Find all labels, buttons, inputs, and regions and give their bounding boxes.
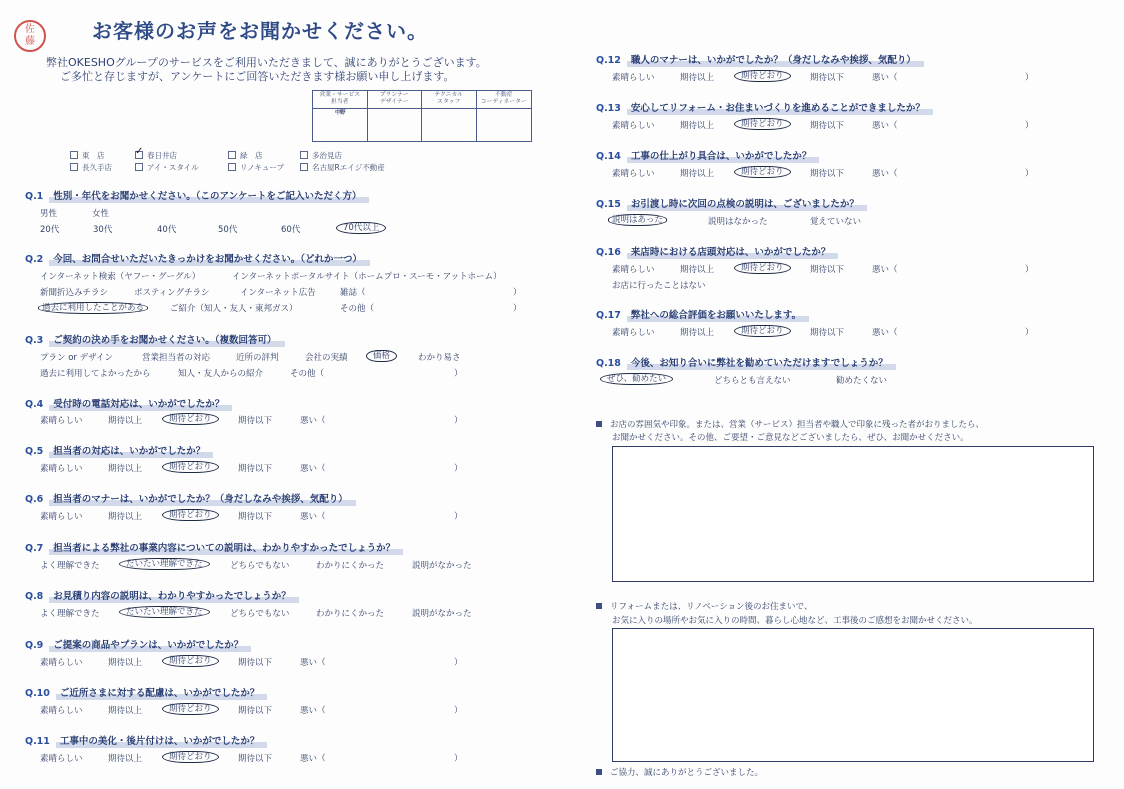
q13-as-expected-selected[interactable]: 期待どおり	[740, 117, 791, 129]
q5-bad[interactable]: 悪い（	[300, 464, 326, 474]
q5-above[interactable]: 期待以上	[108, 464, 143, 474]
q2-magazine-close: ）	[513, 288, 522, 298]
checkbox-icon[interactable]	[228, 151, 236, 159]
q8-no-explanation[interactable]: 説明がなかった	[412, 609, 472, 619]
q8-title: Q.8 お見積り内容の説明は、わかりやすかったでしょうか？	[25, 588, 291, 602]
q14-bad-close: ）	[1025, 169, 1034, 179]
free-comment-2-label-line-1: リフォームまたは、リノベーション後のお住まいで、	[596, 600, 812, 612]
q5-below[interactable]: 期待以下	[238, 464, 273, 474]
q17-as-expected-selected[interactable]: 期待どおり	[740, 324, 791, 336]
q18-title: Q.18 今後、お知り合いに弊社を勧めていただけますでしょうか？	[596, 355, 888, 369]
q17-bad[interactable]: 悪い（	[872, 328, 898, 338]
q18-recommend-selected[interactable]: ぜひ、勧めたい	[606, 372, 673, 384]
store-istyle[interactable]: アイ・スタイル	[135, 162, 199, 173]
q8-understood-well[interactable]: よく理解できた	[40, 609, 100, 619]
q12-below[interactable]: 期待以下	[810, 73, 845, 83]
q14-bad[interactable]: 悪い（	[872, 169, 898, 179]
q10-title: Q.10 ご近所さまに対する配慮は、いかがでしたか？	[25, 685, 259, 699]
q7-neutral[interactable]: どちらでもない	[230, 561, 290, 571]
q7-no-explanation[interactable]: 説明がなかった	[412, 561, 472, 571]
q2-option-newspaper[interactable]: 新聞折込みチラシ	[40, 288, 109, 298]
q17-title: Q.17 弊社への総合評価をお願いいたします。	[596, 307, 801, 321]
q3-other-close: ）	[454, 369, 463, 379]
free-comment-1-box[interactable]	[612, 446, 1094, 582]
q3-option-friend[interactable]: 知人・友人からの紹介	[178, 369, 264, 379]
q16-bad[interactable]: 悪い（	[872, 265, 898, 275]
staff-value-sales[interactable]: 中野	[313, 109, 368, 141]
q7-understood-well[interactable]: よく理解できた	[40, 561, 100, 571]
q3-option-clarity[interactable]: わかり易さ	[418, 353, 461, 363]
q11-below[interactable]: 期待以下	[238, 754, 273, 764]
q11-bad-close: ）	[454, 754, 463, 764]
closing-message: ご協力、誠にありがとうございました。	[596, 766, 763, 778]
q12-bad[interactable]: 悪い（	[872, 73, 898, 83]
q10-above[interactable]: 期待以上	[108, 706, 143, 716]
q9-bad-close: ）	[454, 658, 463, 668]
q6-title: Q.6 担当者のマナーは、いかがでしたか？（身だしなみや挨拶、気配り）	[25, 491, 348, 505]
q9-below[interactable]: 期待以下	[238, 658, 273, 668]
q8-neutral[interactable]: どちらでもない	[230, 609, 290, 619]
q7-mostly-understood-selected[interactable]: だいたい理解できた	[125, 557, 210, 569]
q3-option-other[interactable]: その他（	[290, 369, 325, 379]
q16-title: Q.16 来店時における店頭対応は、いかがでしたか？	[596, 244, 830, 258]
checkbox-icon[interactable]	[300, 151, 308, 159]
checkbox-checked-icon[interactable]	[135, 151, 143, 159]
checkbox-icon[interactable]	[228, 163, 236, 171]
q11-excellent[interactable]: 素晴らしい	[40, 754, 83, 764]
q1-age-30s[interactable]: 30代	[93, 225, 113, 235]
q1-age-40s[interactable]: 40代	[157, 225, 177, 235]
q12-title: Q.12 職人のマナーは、いかがでしたか？（身だしなみや挨拶、気配り）	[596, 52, 916, 66]
store-higashi[interactable]: 東 店	[70, 150, 105, 161]
q6-above[interactable]: 期待以上	[108, 512, 143, 522]
q10-below[interactable]: 期待以下	[238, 706, 273, 716]
q13-below[interactable]: 期待以下	[810, 121, 845, 131]
q16-below[interactable]: 期待以下	[810, 265, 845, 275]
q1-age-50s[interactable]: 50代	[218, 225, 238, 235]
q3-option-price-selected[interactable]: 価格	[372, 349, 397, 361]
checkbox-icon[interactable]	[300, 163, 308, 171]
free-comment-1-label-line-1: お店の雰囲気や印象。または、営業（サービス）担当者や職人で印象に残った者がおりましたら、	[596, 418, 984, 430]
staff-header-technical: テクニカル スタッフ	[422, 91, 477, 109]
staff-header-planner: プランナー デザイナー	[368, 91, 423, 109]
q3-title: Q.3 ご契約の決め手をお聞かせください。（複数回答可）	[25, 332, 277, 346]
q9-excellent[interactable]: 素晴らしい	[40, 658, 83, 668]
q13-above[interactable]: 期待以上	[680, 121, 715, 131]
staff-value-planner[interactable]	[368, 109, 423, 141]
q4-title: Q.4 受付時の電話対応は、いかがでしたか？	[25, 396, 224, 410]
q4-above[interactable]: 期待以上	[108, 416, 143, 426]
store-kasugai[interactable]: ✓ 春日井店	[135, 150, 177, 161]
staff-header-realestate: 不動産 コーディネーター	[477, 91, 532, 109]
q17-above[interactable]: 期待以上	[680, 328, 715, 338]
q6-excellent[interactable]: 素晴らしい	[40, 512, 83, 522]
q18-neutral[interactable]: どちらとも言えない	[714, 376, 791, 386]
q10-excellent[interactable]: 素晴らしい	[40, 706, 83, 716]
q11-bad[interactable]: 悪い（	[300, 754, 326, 764]
q7-title: Q.7 担当者による弊社の事業内容についての説明は、わかりやすかったでしょうか？	[25, 540, 395, 554]
q5-title: Q.5 担当者の対応は、いかがでしたか？	[25, 443, 205, 457]
q6-below[interactable]: 期待以下	[238, 512, 273, 522]
q11-above[interactable]: 期待以上	[108, 754, 143, 764]
q4-excellent[interactable]: 素晴らしい	[40, 416, 83, 426]
q2-option-search[interactable]: インターネット検索（ヤフー・グーグル）	[40, 272, 201, 282]
q6-as-expected-selected[interactable]: 期待どおり	[168, 508, 219, 520]
q3-option-plan[interactable]: プラン or デザイン	[40, 353, 114, 363]
q9-bad[interactable]: 悪い（	[300, 658, 326, 668]
q2-title: Q.2 今回、お問合せいただいたきっかけをお聞かせください。（どれか一つ）	[25, 251, 362, 265]
q1-title: Q.1 性別・年代をお聞かせください。（このアンケートをご記入いただく方）	[25, 188, 361, 202]
q11-title: Q.11 工事中の美化・後片付けは、いかがでしたか？	[25, 733, 259, 747]
q17-excellent[interactable]: 素晴らしい	[612, 328, 655, 338]
name-seal-stamp: 佐 藤	[14, 20, 46, 52]
q4-bad-close: ）	[454, 416, 463, 426]
q14-below[interactable]: 期待以下	[810, 169, 845, 179]
store-tajimi[interactable]: 多治見店	[300, 150, 342, 161]
q9-title: Q.9 ご提案の商品やプランは、いかがでしたか？	[25, 637, 243, 651]
q4-below[interactable]: 期待以下	[238, 416, 273, 426]
q2-option-past-use-selected[interactable]: 過去に利用したことがある	[38, 301, 148, 313]
q18-not-recommend[interactable]: 勧めたくない	[836, 376, 888, 386]
store-renocube[interactable]: リノキューブ	[228, 162, 284, 173]
q2-other-close: ）	[513, 304, 522, 314]
q2-option-magazine[interactable]: 雑誌（	[340, 288, 366, 298]
square-bullet-icon	[596, 769, 602, 775]
q5-as-expected-selected[interactable]: 期待どおり	[168, 460, 219, 472]
free-comment-1-label-line-2: お聞かせください。その他、ご要望・ご意見などございましたら、ぜひ、お聞かせください。	[612, 433, 969, 443]
q9-above[interactable]: 期待以上	[108, 658, 143, 668]
q1-gender-male[interactable]: 男性	[40, 209, 58, 219]
q1-gender-female[interactable]: 女性	[92, 209, 110, 219]
q12-bad-close: ）	[1025, 73, 1034, 83]
free-comment-2-box[interactable]	[612, 628, 1094, 762]
q17-bad-close: ）	[1025, 328, 1034, 338]
store-nagoya-rage[interactable]: 名古屋Rエイジ不動産	[300, 162, 385, 173]
q3-option-reputation[interactable]: 近所の評判	[236, 353, 279, 363]
q1-age-60s[interactable]: 60代	[281, 225, 301, 235]
page-title: お客様のお声をお聞かせください。	[92, 19, 428, 43]
q10-bad[interactable]: 悪い（	[300, 706, 326, 716]
q14-above[interactable]: 期待以上	[680, 169, 715, 179]
q12-excellent[interactable]: 素晴らしい	[612, 73, 655, 83]
q2-option-web-ad[interactable]: インターネット広告	[240, 288, 316, 298]
checkbox-icon[interactable]	[70, 163, 78, 171]
q6-bad[interactable]: 悪い（	[300, 512, 326, 522]
checkbox-icon[interactable]	[70, 151, 78, 159]
q14-excellent[interactable]: 素晴らしい	[612, 169, 655, 179]
q12-as-expected-selected[interactable]: 期待どおり	[740, 69, 791, 81]
q13-bad[interactable]: 悪い（	[872, 121, 898, 131]
q8-hard[interactable]: わかりにくかった	[316, 609, 385, 619]
q4-as-expected-selected[interactable]: 期待どおり	[168, 412, 219, 424]
q5-bad-close: ）	[454, 464, 463, 474]
q7-hard[interactable]: わかりにくかった	[316, 561, 385, 571]
q14-title: Q.14 工事の仕上がり具合は、いかがでしたか？	[596, 148, 811, 162]
q11-as-expected-selected[interactable]: 期待どおり	[168, 750, 219, 762]
q1-age-20s[interactable]: 20代	[40, 225, 60, 235]
staff-value-technical[interactable]	[422, 109, 477, 141]
q6-bad-close: ）	[454, 512, 463, 522]
q16-above[interactable]: 期待以上	[680, 265, 715, 275]
q16-never-visited[interactable]: お店に行ったことはない	[612, 281, 706, 291]
q15-dont-remember[interactable]: 覚えていない	[810, 217, 862, 227]
q10-as-expected-selected[interactable]: 期待どおり	[168, 702, 219, 714]
square-bullet-icon	[596, 603, 602, 609]
q3-option-sales[interactable]: 営業担当者の対応	[142, 353, 211, 363]
q2-option-posting[interactable]: ポスティングチラシ	[134, 288, 210, 298]
store-nagakute[interactable]: 長久手店	[70, 162, 112, 173]
q17-below[interactable]: 期待以下	[810, 328, 845, 338]
q15-title: Q.15 お引渡し時に次回の点検の説明は、ございましたか？	[596, 196, 859, 210]
staff-value-realestate[interactable]	[477, 109, 532, 141]
staff-header-sales: 営業・サービス 担当者	[313, 91, 368, 109]
q16-as-expected-selected[interactable]: 期待どおり	[740, 261, 791, 273]
q2-option-portal[interactable]: インターネットポータルサイト（ホームプロ・スーモ・アットホーム）	[232, 272, 502, 282]
staff-table	[312, 90, 532, 142]
q13-excellent[interactable]: 素晴らしい	[612, 121, 655, 131]
q3-option-track-record[interactable]: 会社の実績	[305, 353, 348, 363]
checkbox-icon[interactable]	[135, 163, 143, 171]
q2-option-referral[interactable]: ご紹介（知人・友人・東邦ガス）	[170, 304, 298, 314]
q15-explained-selected[interactable]: 説明はあった	[608, 213, 667, 225]
q15-not-explained[interactable]: 説明はなかった	[708, 217, 768, 227]
q4-bad[interactable]: 悪い（	[300, 416, 326, 426]
q8-mostly-understood-selected[interactable]: だいたい理解できた	[125, 605, 210, 617]
q14-as-expected-selected[interactable]: 期待どおり	[740, 165, 791, 177]
q10-bad-close: ）	[454, 706, 463, 716]
q2-option-other[interactable]: その他（	[340, 304, 375, 314]
q13-title: Q.13 安心してリフォーム・お住まいづくりを進めることができましたか？	[596, 100, 925, 114]
q16-bad-close: ）	[1025, 265, 1034, 275]
store-midori[interactable]: 緑 店	[228, 150, 263, 161]
q13-bad-close: ）	[1025, 121, 1034, 131]
free-comment-2-label-line-2: お気に入りの場所やお気に入りの時間、暮らし心地など、工事後のご感想をお聞かせください。	[612, 616, 978, 626]
q9-as-expected-selected[interactable]: 期待どおり	[168, 654, 219, 666]
q1-age-70s-plus-selected[interactable]: 70代以上	[342, 221, 386, 233]
intro-line-2: ご多忙と存じますが、アンケートにご回答いただきます様お願い申し上げます。	[60, 70, 455, 83]
square-bullet-icon	[596, 421, 602, 427]
intro-line-1: 弊社OKESHOグループのサービスをご利用いただきまして、誠にありがとうございます。	[46, 56, 487, 69]
q3-option-past-good[interactable]: 過去に利用してよかったから	[40, 369, 151, 379]
q5-excellent[interactable]: 素晴らしい	[40, 464, 83, 474]
q12-above[interactable]: 期待以上	[680, 73, 715, 83]
q16-excellent[interactable]: 素晴らしい	[612, 265, 655, 275]
